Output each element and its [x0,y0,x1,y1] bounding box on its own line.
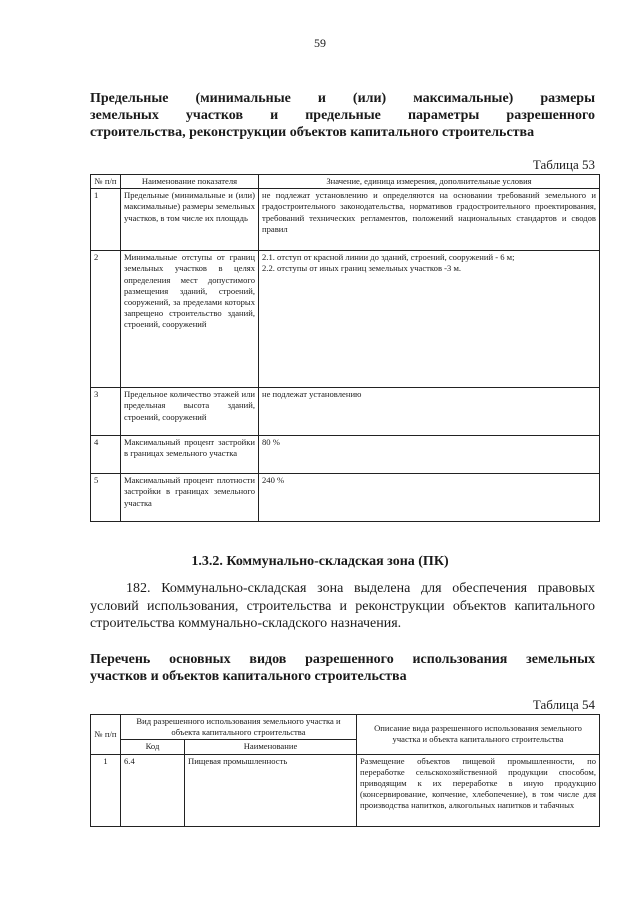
table-row [91,189,600,251]
indicator-value-line-2: 2.2. отступы от иных границ земельных участков -3 м. [262,263,462,274]
section-title: 1.3.2. Коммунально-складская зона (ПК) [191,554,449,569]
indicator-name: Предельные (минимальные и (или) максимальные) размеры земельных участков, в том числе их площадь [121,189,259,251]
indicator-value [259,251,600,388]
indicator-name: Минимальные отступы от границ земельных участков в целях определения мест допустимого размещения зданий, строений, сооружений, за пределами которых запрещено строительство зданий, строений, сооружений [121,251,259,388]
heading-limits-line-2: земельных участков и предельные параметры разрешенного [90,108,595,123]
table-54-caption: Таблица 54 [532,697,595,712]
table-54-header-description: Описание вида разрешенного использования земельного участка и объекта капитального строительства [357,715,600,755]
table-53-header-value: Значение, единица измерения, дополнительные условия [259,175,600,189]
indicator-name: Максимальный процент плотности застройки в границах земельного участка [121,474,259,522]
indicator-value: не подлежат установлению [259,388,600,436]
row-number: 2 [91,251,121,388]
heading-permitted-uses-line-1: Перечень основных видов разрешенного использования земельных [90,652,595,667]
row-number: 5 [91,474,121,522]
heading-permitted-uses-line-2: участков и объектов капитального строительства [90,669,407,684]
heading-limits-line-3: строительства, реконструкции объектов капитального строительства [90,125,535,140]
table-53 [90,174,600,522]
table-53-header-name: Наименование показателя [121,175,259,189]
table-54 [90,714,600,827]
table-54-header-name: Наименование [185,740,357,754]
table-54-header-kind: Вид разрешенного использования земельного участка и объекта капитального строительства [121,715,357,740]
table-54-header-code: Код [121,740,185,754]
table-53-caption: Таблица 53 [532,157,595,172]
table-54-header-num: № п/п [91,715,121,755]
indicator-name: Предельное количество этажей или предельная высота зданий, строений, сооружений [121,388,259,436]
page-number: 59 [314,36,326,50]
heading-limits [90,90,595,141]
table-row [91,436,600,474]
indicator-value: 80 % [259,436,600,474]
table-54-header-row [91,715,600,740]
row-number: 1 [91,189,121,251]
indicator-value-line-1: 2.1. отступ от красной линии до зданий, строений, сооружений - 6 м; [262,252,515,263]
heading-limits-line-1: Предельные (минимальные и (или) максимальные) размеры [90,91,595,106]
row-number: 3 [91,388,121,436]
table-row [91,754,600,826]
use-description: Размещение объектов пищевой промышленности, по переработке сельскохозяйственной продукции способом, приводящим к их переработке в иную продукцию (консервирование, копчение, хлебопечение), в том числе для производства напитков, алкогольных напитков и табачных [357,754,600,826]
heading-permitted-uses [90,651,595,685]
table-row [91,474,600,522]
table-53-header-row [91,175,600,189]
table-53-header-num: № п/п [91,175,121,189]
indicator-name: Максимальный процент застройки в границах земельного участка [121,436,259,474]
row-number: 1 [91,754,121,826]
use-code: 6.4 [121,754,185,826]
use-name: Пищевая промышленность [185,754,357,826]
row-number: 4 [91,436,121,474]
indicator-value: не подлежат установлению и определяются на основании требований земельного и градостроительного законодательства, нормативов градостроительного проектирования, требований технических регламентов, положений национальных стандартов и сводов правил [259,189,600,251]
indicator-value: 240 % [259,474,600,522]
paragraph-182: 182. Коммунально-складская зона выделена для обеспечения правовых условий использования, строительства и реконструкции объектов капитального строительства коммунально-складского назначения. [90,581,595,631]
table-row [91,388,600,436]
table-row [91,251,600,388]
